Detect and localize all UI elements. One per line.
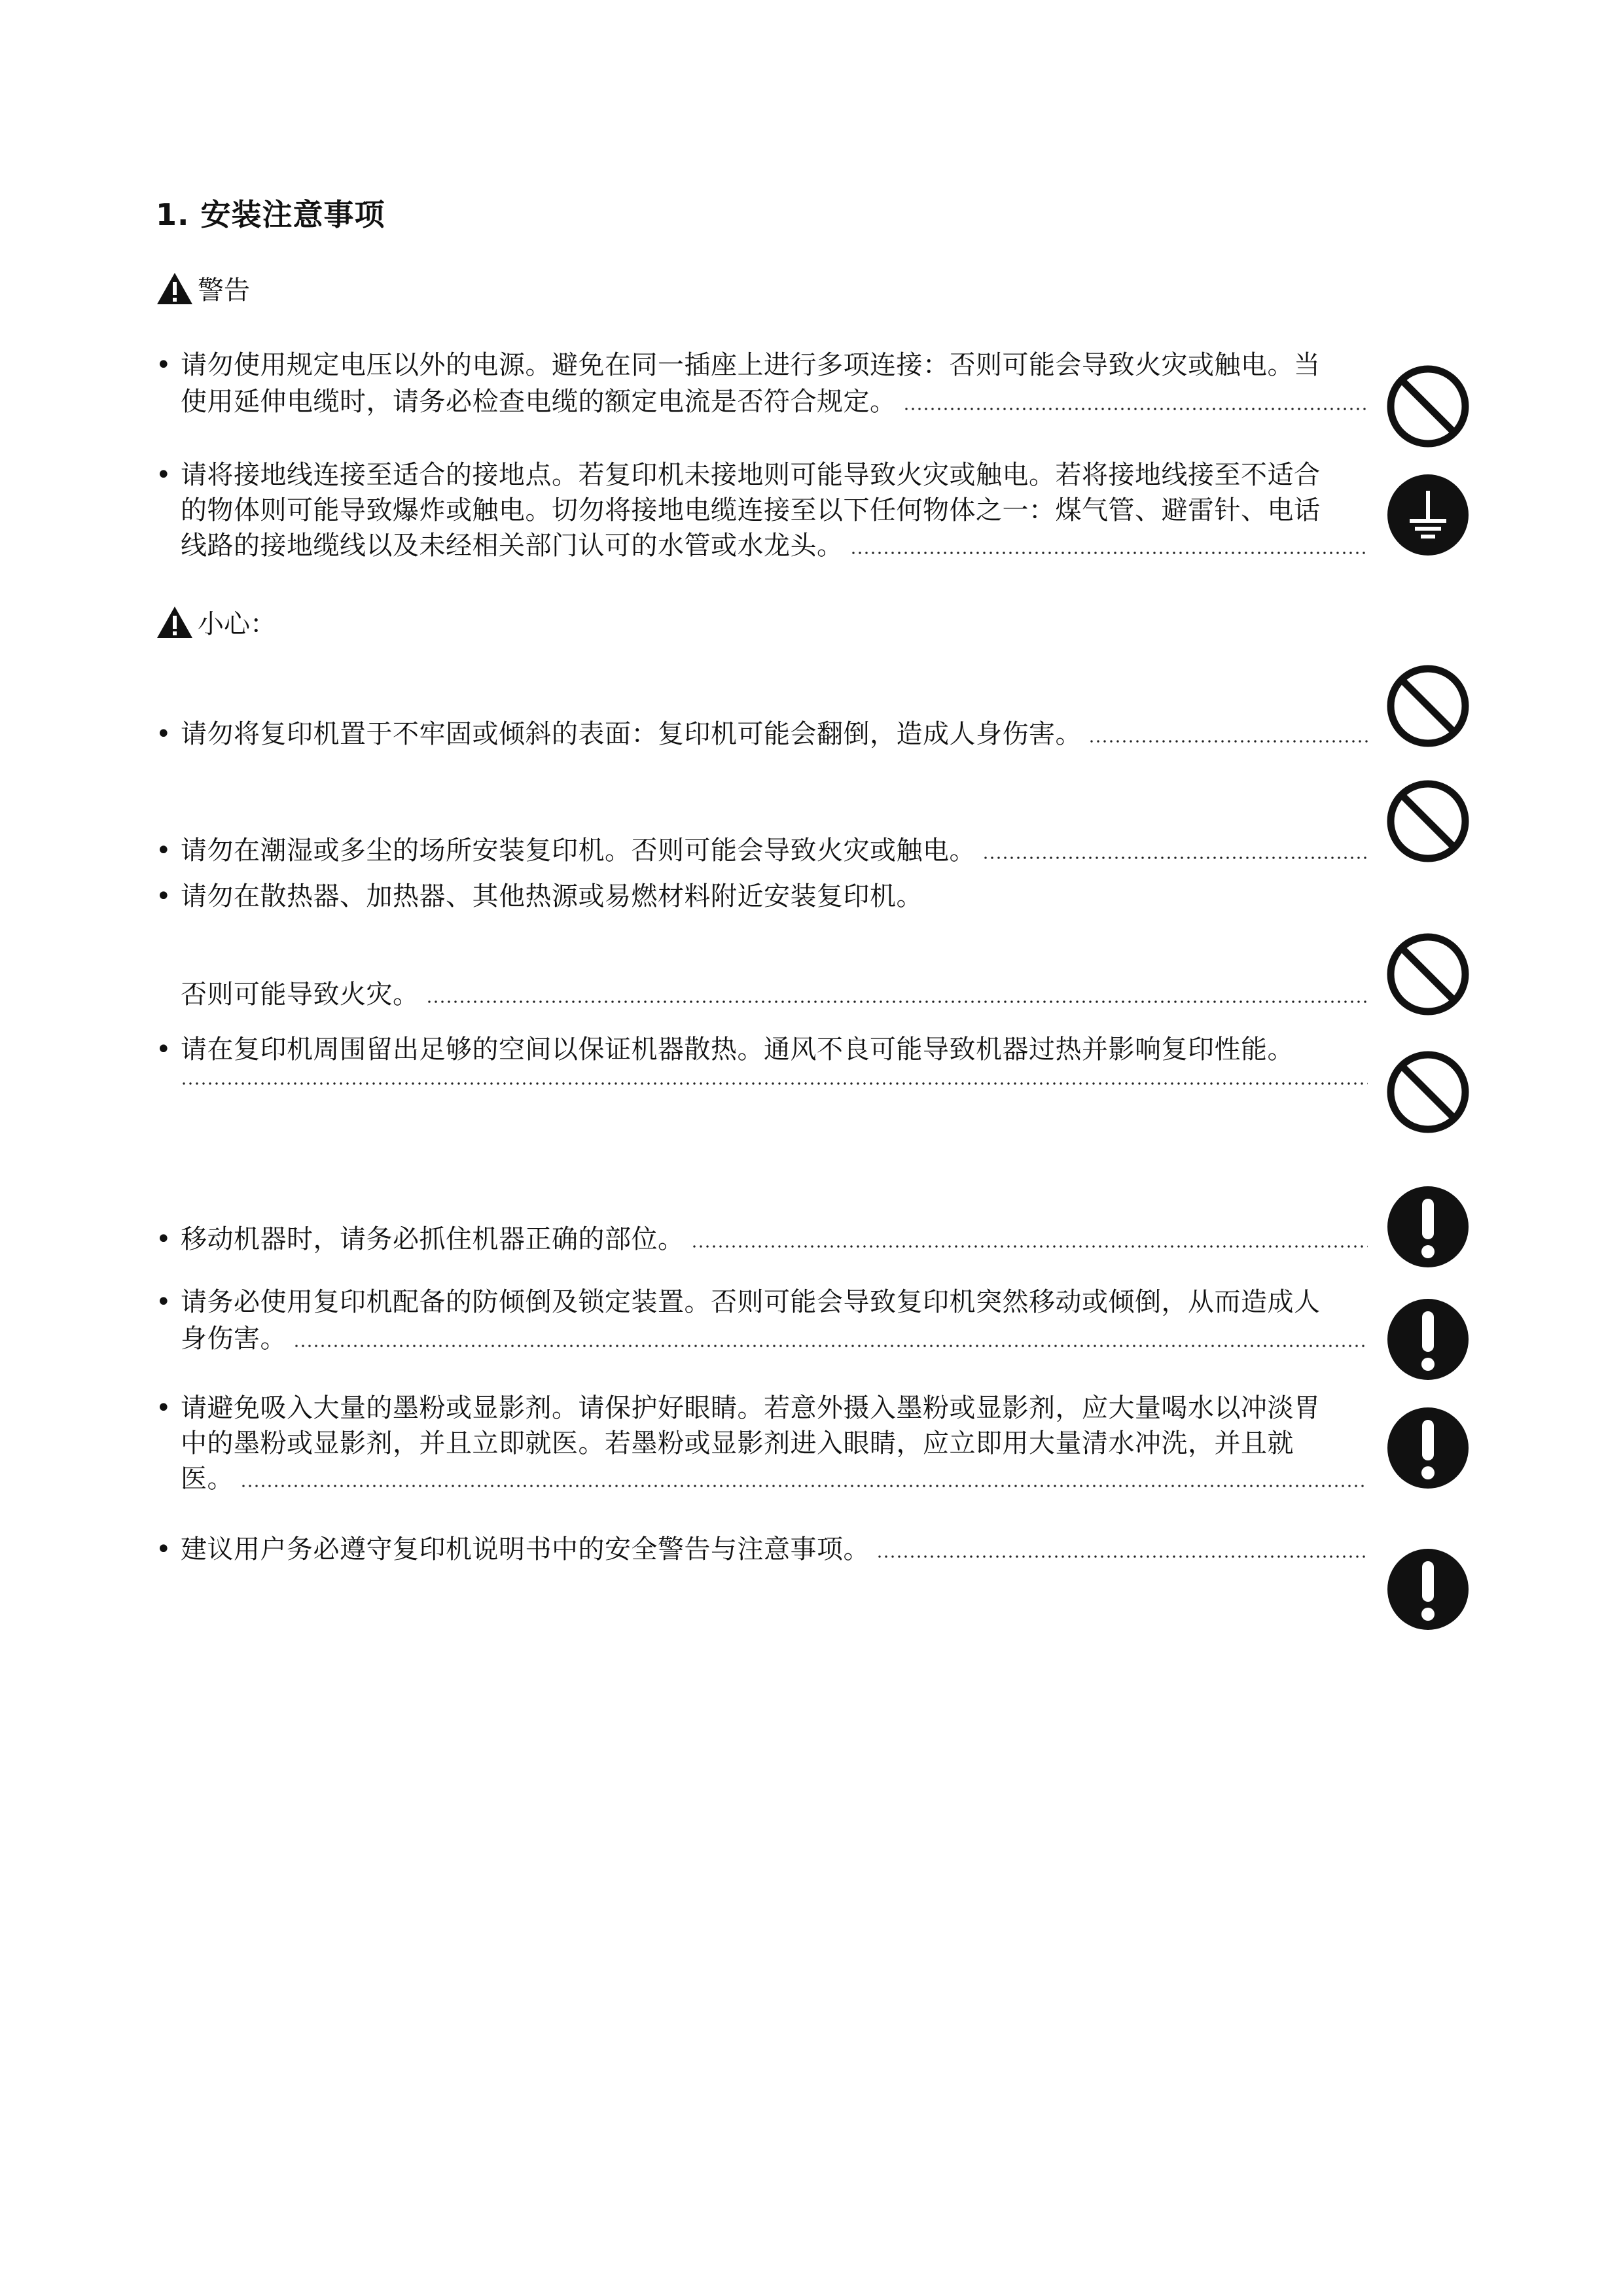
item-2-line-1: 请将接地线连接至适合的接地点。若复印机未接地则可能导致火灾或触电。若将接地线接至不适合 bbox=[181, 460, 1321, 490]
item-2-line-3: 线路的接地缆线以及未经相关部门认可的水管或水龙头。 bbox=[181, 527, 1368, 564]
warning-triangle-icon bbox=[156, 272, 194, 306]
bullet: • bbox=[156, 719, 171, 749]
item-1-line-2: 使用延伸电缆时，请务必检查电缆的额定电流是否符合规定。 bbox=[181, 383, 1368, 420]
item-1-line-1: 请勿使用规定电压以外的电源。避免在同一插座上进行多项连接：否则可能会导致火灾或触电。当 bbox=[181, 350, 1321, 380]
prohibition-icon bbox=[1385, 364, 1471, 449]
ground-icon bbox=[1385, 472, 1471, 557]
warning-label: 警告 bbox=[198, 275, 250, 306]
prohibition-icon bbox=[1385, 779, 1471, 864]
item-9-line-3: 医。 bbox=[181, 1460, 1368, 1497]
item-4-line-1: 请勿在潮湿或多尘的场所安装复印机。否则可能会导致火灾或触电。 bbox=[181, 832, 1368, 869]
bullet: • bbox=[156, 836, 171, 866]
item-9-line-2: 中的墨粉或显影剂，并且立即就医。若墨粉或显影剂进入眼睛，应立即用大量清水冲洗，并且就 bbox=[181, 1428, 1294, 1458]
caution-label: 小心： bbox=[198, 609, 276, 639]
bullet: • bbox=[156, 1393, 171, 1423]
item-6-line-1: 请在复印机周围留出足够的空间以保证机器散热。通风不良可能导致机器过热并影响复印性能。 bbox=[181, 1034, 1294, 1065]
warning-heading bbox=[156, 270, 250, 307]
item-9-line-1: 请避免吸入大量的墨粉或显影剂。请保护好眼睛。若意外摄入墨粉或显影剂，应大量喝水以冲淡胃 bbox=[181, 1393, 1321, 1423]
caution-heading bbox=[156, 603, 276, 641]
mandatory-icon bbox=[1385, 1297, 1471, 1382]
bullet: • bbox=[156, 1034, 171, 1065]
prohibition-icon bbox=[1385, 932, 1471, 1017]
item-8-line-2: 身伤害。 bbox=[181, 1320, 1368, 1357]
bullet: • bbox=[156, 350, 171, 380]
item-8-line-1: 请务必使用复印机配备的防倾倒及锁定装置。否则可能会导致复印机突然移动或倾倒，从而造成人 bbox=[181, 1287, 1321, 1317]
item-7-line-1: 移动机器时，请务必抓住机器正确的部位。 bbox=[181, 1221, 1368, 1258]
bullet: • bbox=[156, 881, 171, 911]
bullet: • bbox=[156, 1224, 171, 1254]
prohibition-icon bbox=[1385, 663, 1471, 749]
caution-triangle-icon bbox=[156, 605, 194, 639]
mandatory-icon bbox=[1385, 1405, 1471, 1491]
bullet: • bbox=[156, 1287, 171, 1317]
section-title: 1. 安装注意事项 bbox=[156, 197, 385, 232]
item-3-line-1: 请勿将复印机置于不牢固或倾斜的表面：复印机可能会翻倒，造成人身伤害。 bbox=[181, 716, 1368, 752]
bullet: • bbox=[156, 460, 171, 490]
mandatory-icon bbox=[1385, 1547, 1471, 1632]
item-5-line-1: 请勿在散热器、加热器、其他热源或易燃材料附近安装复印机。 bbox=[181, 881, 923, 911]
item-6-dots bbox=[181, 1068, 1368, 1085]
item-2-line-2: 的物体则可能导致爆炸或触电。切勿将接地电缆连接至以下任何物体之一：煤气管、避雷针、电话 bbox=[181, 495, 1321, 525]
bullet: • bbox=[156, 1534, 171, 1564]
item-5-line-2: 否则可能导致火灾。 bbox=[181, 976, 1368, 1013]
item-10-line-1: 建议用户务必遵守复印机说明书中的安全警告与注意事项。 bbox=[181, 1531, 1368, 1568]
prohibition-icon bbox=[1385, 1050, 1471, 1135]
mandatory-icon bbox=[1385, 1184, 1471, 1269]
